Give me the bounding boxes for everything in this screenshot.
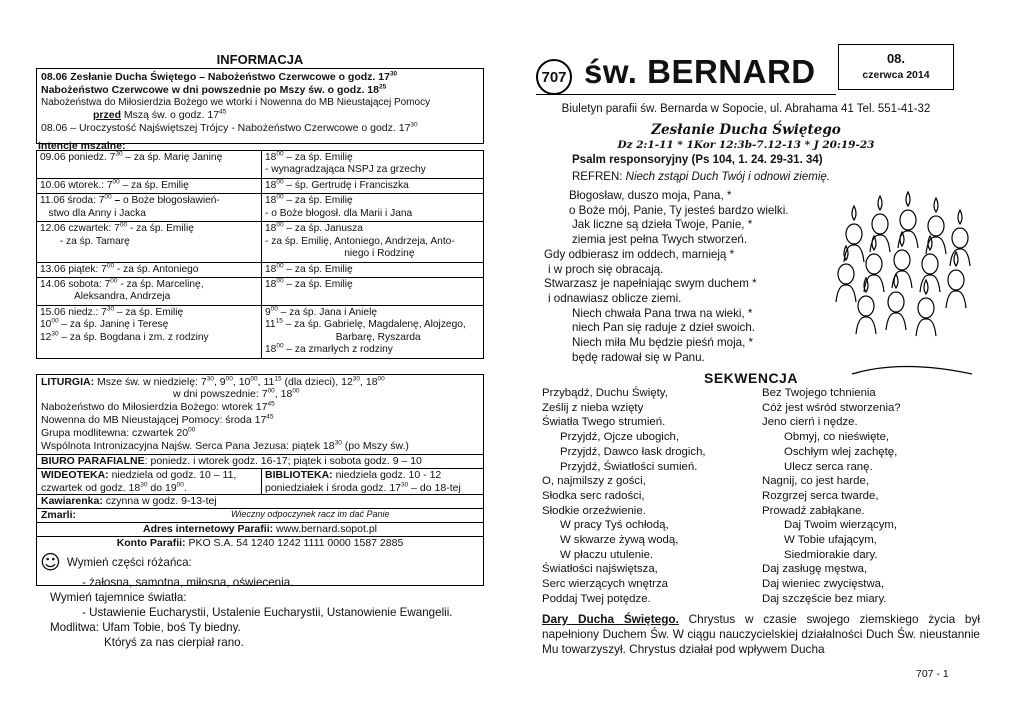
refren: REFREN: Niech zstąpi Duch Twój i odnowi ziemię. <box>572 171 830 183</box>
intent-row <box>37 305 484 358</box>
intent-morning: 13.06 piątek: $7^{00}$ - za śp. Antoniego <box>37 262 262 277</box>
psalm-line: ziemia jest pełna Twych stworzeń. <box>572 233 748 247</box>
intents-table <box>36 150 484 359</box>
liturgy-line-6: Wspólnota Intronizacyjna Najśw. Serca Pana Jezusa: piątek $18^{30}$ (po Mszy św.) <box>41 439 409 452</box>
intent-row <box>37 222 484 262</box>
date-day: 08. <box>886 51 906 66</box>
apostle-head <box>952 228 968 248</box>
sequence-title: SEKWENCJA <box>704 370 798 386</box>
sequence-line-left: Przyjdź, Światłości sumień. <box>560 460 698 473</box>
pentecost-illustration <box>832 184 978 380</box>
intent-row <box>37 277 484 305</box>
apostle-head <box>922 254 938 274</box>
sequence-line-left: Przyjdź, Ojcze ubogich, <box>560 431 680 444</box>
apostle-head <box>928 216 944 236</box>
apostle-body <box>946 291 966 308</box>
rosary-line-5: Modlitwa: Ufam Tobie, boś Ty biedny. <box>50 621 241 635</box>
rosary-line-6: Któryś za nas cierpiał rano. <box>104 636 244 650</box>
kawiarenka: Kawiarenka: czynna w godz. 9-13-tej <box>41 495 217 507</box>
intent-morning: 15.06 niedz.: $7^{30}$ – za śp. Emilię $10^{00}$ – za śp. Janinę i Teresę $12^{30}$ – za śp. Bogdana i zm. z rodziny <box>37 305 262 358</box>
sequence-line-right: Daj wieniec zwycięstwa, <box>762 578 885 591</box>
apostle-body <box>886 313 906 330</box>
info-line-4: przed Mszą św. o godz. $17^{45}$ <box>93 108 227 121</box>
intent-evening: $18^{00}$ – za śp. Emilię - wynagradzająca NSPJ za grzechy <box>262 151 484 179</box>
sequence-line-right: Daj Twoim wierzącym, <box>784 519 898 532</box>
sequence-line-left: Poddaj Twej potędze. <box>542 592 651 605</box>
flame-icon <box>958 210 962 224</box>
sequence-line-right: Bez Twojego tchnienia <box>762 387 876 399</box>
apostle-body <box>836 285 856 302</box>
sequence-line-left: Światłości najświętsza, <box>542 563 658 576</box>
intent-evening: $18^{00}$ – śp. Gertrudę i Franciszka <box>262 178 484 193</box>
psalm-line: Niech chwała Pana trwa na wieki, * <box>572 306 753 320</box>
apostle-head <box>888 292 904 312</box>
liturgy-line-3: Nabożeństwo do Miłosierdzia Bożego: wtorek $17^{45}$ <box>41 400 275 413</box>
adres: Adres internetowy Parafii: www.bernard.sopot.pl <box>142 523 377 535</box>
info-line-3: Nabożeństwa do Miłosierdzia Bożego we wtorki i Nowenna do MB Nieustającej Pomocy <box>41 96 431 108</box>
psalm-line: i w proch się obracają. <box>548 262 664 276</box>
sequence-line-right: Nagnij, co jest harde, <box>762 475 870 488</box>
flame-icon <box>852 206 856 220</box>
issue-number: 707 <box>536 59 572 95</box>
apostle-head <box>846 224 862 244</box>
right-column <box>536 44 981 684</box>
apostle-body <box>856 317 876 334</box>
sequence-line-left: W skwarze żywą wodą, <box>560 534 679 547</box>
closing-paragraph: Dary Ducha Świętego. Chrystus w czasie swojego ziemskiego życia był napełniony Duchem Św. W ciągu nauczycielskiej działalności Duch Św. nieustannie Mu towarzyszył. Chrystus działał pod wpływem Ducha <box>542 612 980 656</box>
sequence-right <box>762 386 982 607</box>
psalm-line: Niech miła Mu będzie pieśń moja, * <box>572 336 754 350</box>
psalm-line: Gdy odbierasz im oddech, marnieją * <box>544 247 735 261</box>
sequence-line-left: Słodka serc radości, <box>542 489 645 502</box>
apostle-head <box>894 250 910 270</box>
sequence-line-right: Daj zasługę męstwa, <box>762 563 868 576</box>
liturgy-line-2: w dni powszednie: $7^{00}$, $18^{00}$ <box>173 387 300 400</box>
apostle-head <box>900 210 916 230</box>
apostle-head <box>858 296 874 316</box>
sequence-line-right: Obmyj, co nieświęte, <box>784 431 890 444</box>
info-line-5: 08.06 – Uroczystość Najświętszej Trójcy - Nabożeństwo Czerwcowe o godz. $17^{30}$ <box>41 121 418 134</box>
intent-morning: 09.06 poniedz. $7^{30}$ – za śp. Marię Janinę <box>37 151 262 179</box>
sequence-line-left: Słodkie orzeźwienie. <box>542 504 646 517</box>
sequence-line-right: W Tobie ufającym, <box>784 534 877 547</box>
date-month: czerwca 2014 <box>862 68 930 81</box>
sequence-line-left: W pracy Tyś ochłodą, <box>560 519 669 532</box>
flame-icon <box>954 252 958 266</box>
apostle-head <box>948 270 964 290</box>
bulletin-subtitle: Biuletyn parafii św. Bernarda w Sopocie, ul. Abrahama 41 Tel. 551-41-32 <box>561 103 931 115</box>
psalm-line: niech Pan się raduje z dzieł swoich. <box>572 321 756 335</box>
intent-morning: 14.06 sobota: $7^{00}$ - za śp. Marcelinę, Aleksandra, Andrzeja <box>37 277 262 305</box>
sequence-line-right: Oschłym wlej zachętę, <box>784 445 898 458</box>
page-number: 707 - 1 <box>916 668 949 680</box>
psalm-line: Stwarzasz je napełniając swym duchem * <box>544 277 757 291</box>
rosary-line-2: - żałosna, samotna, miłosna, oświecenia. <box>82 576 294 589</box>
rosary-line-3: Wymień tajemnice światła: <box>50 591 187 605</box>
intent-evening: $18^{00}$ – za śp. Janusza - za śp. Emilię, Antoniego, Andrzeja, Anto- niego i Rodzinę <box>262 222 484 262</box>
feast-title: Zesłanie Ducha Świętego <box>651 122 841 138</box>
flame-icon <box>924 280 928 294</box>
sequence-line-right: Prowadź zabłąkane. <box>762 504 865 517</box>
apostle-body <box>920 275 940 292</box>
psalm-line: będę radował się w Panu. <box>572 350 705 364</box>
intent-evening: $18^{00}$ – za śp. Emilię <box>262 262 484 277</box>
sequence-line-right: Rozgrzej serca twarde, <box>762 489 879 502</box>
intents-title: Intencje mszalne: <box>38 140 126 152</box>
date-box <box>838 44 954 90</box>
apostle-head <box>866 254 882 274</box>
sequence-line-right: Ulecz serca ranę. <box>784 460 873 473</box>
intent-row <box>37 178 484 193</box>
biblioteka: BIBLIOTEKA: niedziela godz. 10 - 12 poniedziałek i środa godz. $17^{30}$ – do 18-tej <box>265 469 461 494</box>
zmarli: Zmarli: Wieczny odpoczynek racz im dać Panie <box>41 509 390 521</box>
konto: Konto Parafii: PKO S.A. 54 1240 1242 1111 0000 1587 2885 <box>116 537 404 549</box>
rosary-line-4: - Ustawienie Eucharystii, Ustalenie Eucharystii, Ustanowienie Ewangelii. <box>82 606 453 620</box>
intent-morning: 12.06 czwartek: $7^{00}$ - za śp. Emilię - za śp. Tamarę <box>37 222 262 262</box>
apostle-head <box>838 264 854 284</box>
info-title: INFORMACJA <box>216 52 304 67</box>
psalm-line: Błogosław, duszo moja, Pana, * <box>569 189 732 202</box>
rosary-line-1: ☺ Wymień części różańca: <box>40 550 192 574</box>
sequence-line-left: W płaczu utulenie. <box>560 548 654 561</box>
psalm-text <box>536 189 836 366</box>
intent-evening: $18^{00}$ – za śp. Emilię <box>262 277 484 305</box>
sequence-line-right: Daj szczęście bez miary. <box>762 592 887 605</box>
intent-morning: 10.06 wtorek.: $7^{00}$ – za śp. Emilię <box>37 178 262 193</box>
sequence-line-right: Cóż jest wśród stworzenia? <box>762 401 901 414</box>
smiley-icon: ☺ <box>40 550 61 574</box>
intent-row <box>37 151 484 179</box>
intent-evening: $18^{00}$ – za śp. Emilię - o Boże błogosł. dla Marii i Jana <box>262 194 484 222</box>
psalm-line: o Boże mój, Panie, Ty jesteś bardzo wielki. <box>569 203 789 217</box>
psalm-line: Jak liczne są dzieła Twoje, Panie, * <box>572 218 753 232</box>
psalm-line: i odnawiasz oblicze ziemi. <box>548 292 682 306</box>
psalm-title: Psalm responsoryjny (Ps 104, 1. 24. 29-31. 34) <box>572 154 823 166</box>
liturgy-line-5: Grupa modlitewna: czwartek $20^{00}$ <box>41 426 196 439</box>
bulletin-title: św. BERNARD <box>584 53 816 90</box>
info-box <box>36 68 484 144</box>
sequence-left <box>542 386 762 607</box>
intent-evening: $9^{00}$ – za śp. Jana i Anielę $11^{15}$ – za śp. Gabrielę, Magdalenę, Alojzego, Barbarę, Ryszarda $18^{00}$ – za zmarłych z rodziny <box>262 305 484 358</box>
feast-readings: Dz 2:1-11 * 1Kor 12:3b-7.12-13 * J 20:19-23 <box>617 139 875 151</box>
rosary-quiz <box>36 549 484 650</box>
biuro-line: BIURO PARAFIALNE: poniedz. i wtorek godz. 16-17; piątek i sobota godz. 9 – 10 <box>41 455 422 467</box>
liturgy-line-4: Nowenna do MB Nieustającej Pomocy: środa $17^{45}$ <box>41 413 274 426</box>
liturgy-line-1: LITURGIA: Msze św. w niedzielę: $7^{30}$, $9^{00}$, $10^{00}$, $11^{15}$ (dla dzieci), $12^{30}$, $18^{00}$ <box>41 375 385 388</box>
flame-icon <box>906 192 910 206</box>
apostle-head <box>872 214 888 234</box>
apostle-head <box>918 298 934 318</box>
sequence-line-left: Przybądź, Duchu Święty, <box>542 387 668 399</box>
sequence-line-left: O, najmilszy z gości, <box>542 475 646 488</box>
flame-icon <box>878 196 882 210</box>
apostle-body <box>950 249 970 266</box>
intent-row <box>37 194 484 222</box>
sequence-line-right: Siedmiorakie dary. <box>784 548 878 561</box>
flame-icon <box>934 198 938 212</box>
sequence-line-left: Serc wierzących wnętrza <box>542 578 668 591</box>
info-line-1: 08.06 Zesłanie Ducha Świętego – Nabożeństwo Czerwcowe o godz. $17^{30}$ <box>41 70 398 83</box>
info-line-2: Nabożeństwo Czerwcowe w dni powszednie po Mszy św. o godz. $18^{25}$ <box>41 83 387 96</box>
sequence-line-left: Przyjdź, Dawco łask drogich, <box>560 445 706 458</box>
intent-row <box>37 262 484 277</box>
intent-morning: 11.06 środa: $7^{00}$ – o Boże błogosławień- stwo dla Anny i Jacka <box>37 194 262 222</box>
wideoteka: WIDEOTEKA: niedziela od godz. 10 – 11, czwartek od godz. $18^{30}$ do $19^{00}$. <box>41 469 237 494</box>
sequence-line-right: Jeno cierń i nędze. <box>762 416 858 429</box>
left-column <box>36 52 484 692</box>
sequence-line-left: Światła Twego strumień. <box>542 416 666 429</box>
sequence-line-left: Ześlij z nieba wzięty <box>542 401 644 414</box>
apostle-body <box>916 319 936 336</box>
